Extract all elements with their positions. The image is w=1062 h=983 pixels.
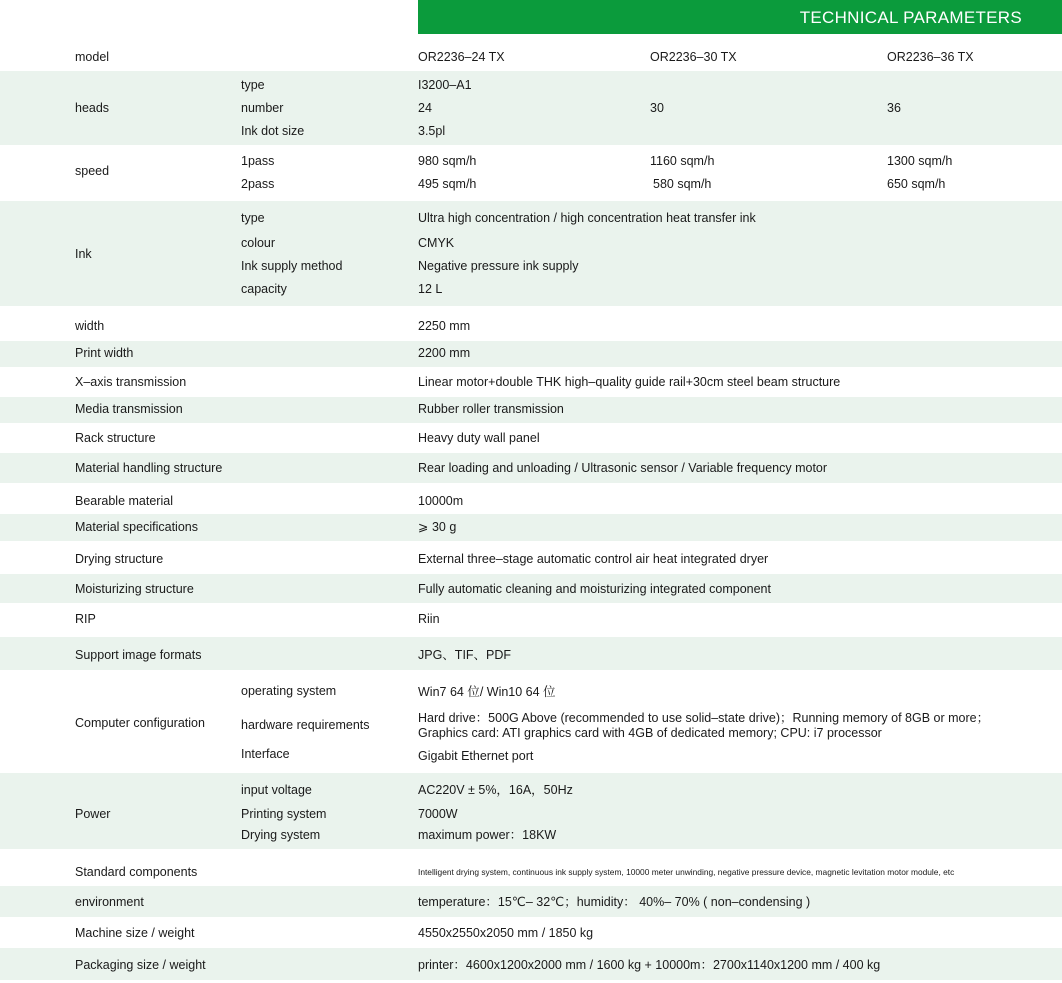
row-label: Ink	[75, 247, 92, 261]
row-label: X–axis transmission	[75, 375, 187, 389]
sub-label: number	[241, 101, 284, 115]
row-value: Negative pressure ink supply	[418, 259, 579, 273]
row-label: Machine size / weight	[75, 926, 195, 940]
row-value: Win7 64 位/ Win10 64 位	[418, 685, 556, 699]
row-value: I3200–A1	[418, 78, 472, 92]
sub-label: operating system	[241, 684, 337, 698]
row-value: 580 sqm/h	[653, 177, 712, 191]
row-value: 2200 mm	[418, 346, 471, 360]
row-value: Rubber roller transmission	[418, 402, 564, 416]
row-value: Intelligent drying system, continuous ink supply system, 10000 meter unwinding, negative pressure device, magnetic levitation motor module, etc	[418, 867, 955, 877]
sub-label: Ink supply method	[241, 259, 343, 273]
table-row-formats	[0, 637, 1062, 670]
row-label: Power	[75, 807, 111, 821]
row-value: Graphics card: ATI graphics card with 4GB of dedicated memory; CPU: i7 processor	[418, 726, 882, 740]
row-value: OR2236–24 TX	[418, 50, 505, 64]
row-label: Moisturizing structure	[75, 582, 194, 596]
row-label: Rack structure	[75, 431, 156, 445]
row-value: 3.5pl	[418, 124, 446, 138]
row-value: 36	[887, 101, 901, 115]
sub-label: capacity	[241, 282, 287, 296]
row-label: width	[75, 319, 105, 333]
row-label: Material handling structure	[75, 461, 223, 475]
table-row-ink	[0, 201, 1062, 306]
row-label: Computer configuration	[75, 716, 205, 730]
table-row-material-spec	[0, 514, 1062, 541]
row-label: heads	[75, 101, 110, 115]
row-value: Riin	[418, 612, 440, 626]
table-row-model	[0, 35, 1062, 71]
row-label: Drying structure	[75, 552, 164, 566]
row-value: 495 sqm/h	[418, 177, 477, 191]
table-row-media	[0, 397, 1062, 423]
table-row-print-width	[0, 341, 1062, 367]
table-row-heads	[0, 71, 1062, 145]
row-value: temperature：15℃– 32℃；humidity： 40%– 70% ( non–condensing )	[418, 895, 811, 909]
row-label: Bearable material	[75, 494, 173, 508]
row-value: AC220V ± 5%，16A，50Hz	[418, 783, 573, 797]
row-value: 24	[418, 101, 432, 115]
table-row-drying-structure	[0, 541, 1062, 574]
row-value: JPG、TIF、PDF	[418, 648, 512, 662]
row-label: environment	[75, 895, 144, 909]
table-row-bearable	[0, 483, 1062, 514]
sub-label: Ink dot size	[241, 124, 305, 138]
row-value: Linear motor+double THK high–quality guide rail+30cm steel beam structure	[418, 375, 841, 389]
row-label: Print width	[75, 346, 134, 360]
row-value: External three–stage automatic control air heat integrated dryer	[418, 552, 769, 566]
table-row-x-axis	[0, 367, 1062, 397]
row-value: printer：4600x1200x2000 mm / 1600 kg + 10000m：2700x1140x1200 mm / 400 kg	[418, 958, 881, 972]
table-row-standard	[0, 849, 1062, 886]
row-value: 2250 mm	[418, 319, 471, 333]
row-value: CMYK	[418, 236, 455, 250]
page-title: TECHNICAL PARAMETERS	[799, 8, 1022, 27]
row-value: Fully automatic cleaning and moisturizing integrated component	[418, 582, 771, 596]
row-value: Hard drive：500G Above (recommended to use solid–state drive)；Running memory of 8GB or more；	[418, 711, 990, 725]
row-value: maximum power：18KW	[418, 828, 557, 842]
sub-label: type	[241, 211, 265, 225]
sub-label: colour	[241, 236, 276, 250]
row-value: Heavy duty wall panel	[418, 431, 540, 445]
row-value: OR2236–36 TX	[887, 50, 974, 64]
row-value: 1160 sqm/h	[650, 154, 715, 168]
table-row-machine-size	[0, 917, 1062, 948]
sub-label: 2pass	[241, 177, 275, 191]
table-row-packaging	[0, 948, 1062, 980]
row-label: speed	[75, 164, 110, 178]
sub-label: type	[241, 78, 265, 92]
row-value: 650 sqm/h	[887, 177, 946, 191]
row-value: 10000m	[418, 494, 464, 508]
row-value: ⩾ 30 g	[418, 520, 457, 534]
table-row-environment	[0, 886, 1062, 917]
row-label: model	[75, 50, 110, 64]
row-value: Gigabit Ethernet port	[418, 749, 534, 763]
table-row-speed	[0, 145, 1062, 201]
row-label: Packaging size / weight	[75, 958, 206, 972]
sub-label: Drying system	[241, 828, 321, 842]
row-value: 4550x2550x2050 mm / 1850 kg	[418, 926, 594, 940]
sub-label: 1pass	[241, 154, 275, 168]
row-label: Standard components	[75, 865, 198, 879]
table-row-width	[0, 306, 1062, 341]
row-label: Support image formats	[75, 648, 202, 662]
row-value: OR2236–30 TX	[650, 50, 737, 64]
row-value: Rear loading and unloading / Ultrasonic sensor / Variable frequency motor	[418, 461, 828, 475]
row-label: Media transmission	[75, 402, 183, 416]
table-row-power	[0, 773, 1062, 849]
header-banner	[418, 0, 1062, 34]
row-value: 7000W	[418, 807, 458, 821]
row-value: 1300 sqm/h	[887, 154, 953, 168]
table-row-material-handling	[0, 453, 1062, 483]
row-value: Ultra high concentration / high concentration heat transfer ink	[418, 211, 756, 225]
sub-label: hardware requirements	[241, 718, 370, 732]
row-label: RIP	[75, 612, 96, 626]
row-value: 30	[650, 101, 664, 115]
table-row-moisturizing	[0, 574, 1062, 603]
table-row-rip	[0, 603, 1062, 637]
sub-label: input voltage	[241, 783, 312, 797]
row-label: Material specifications	[75, 520, 198, 534]
table-row-computer	[0, 670, 1062, 773]
sub-label: Printing system	[241, 807, 327, 821]
header-bar	[0, 0, 1062, 35]
sub-label: Interface	[241, 747, 290, 761]
row-value: 12 L	[418, 282, 443, 296]
table-row-rack	[0, 423, 1062, 453]
row-value: 980 sqm/h	[418, 154, 477, 168]
